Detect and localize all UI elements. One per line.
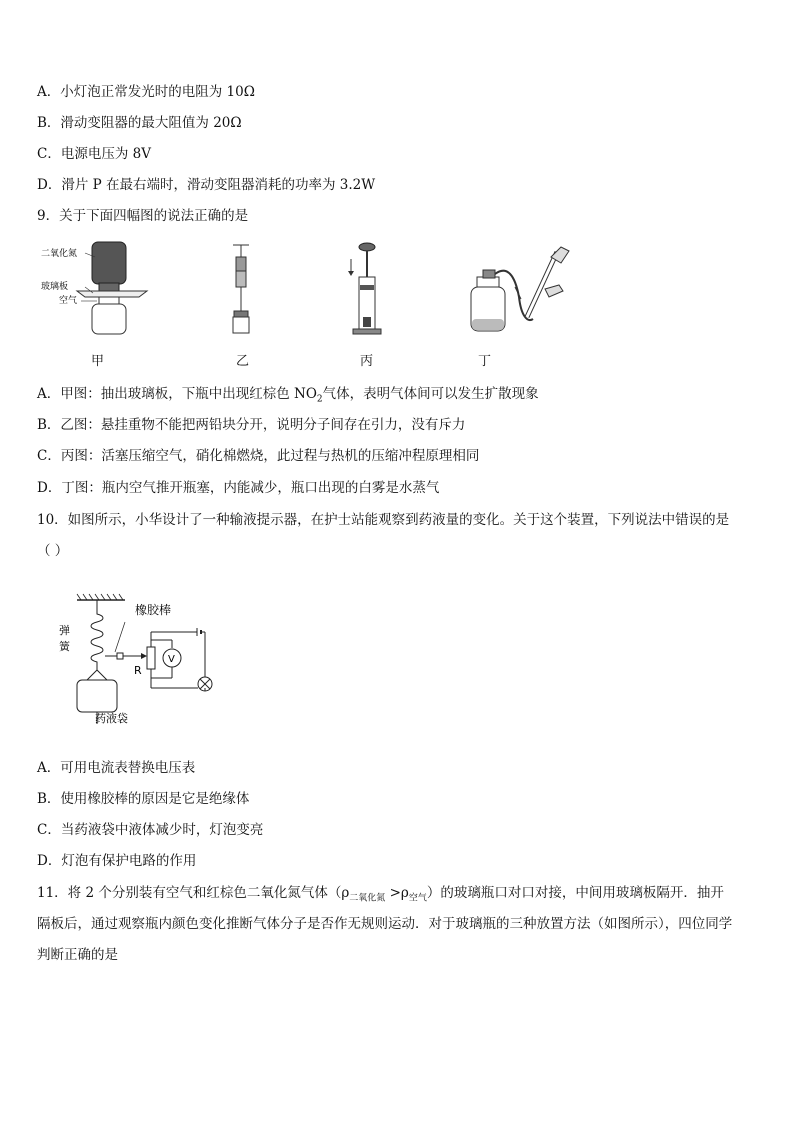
q11-line1-pre: 11．将 2 个分别装有空气和红棕色二氧化氮气体（ρ	[37, 885, 350, 901]
voltmeter-label: V	[168, 654, 175, 665]
q11-line1	[37, 884, 724, 908]
rubber-rod-label: 橡胶棒	[135, 603, 172, 617]
q11-line1-mid: >ρ	[385, 885, 409, 901]
q8-option-d: D．滑片 P 在最右端时，滑动变阻器消耗的功率为 3.2W	[37, 177, 376, 193]
q9-option-c: C．丙图：活塞压缩空气，硝化棉燃烧，此过程与热机的压缩冲程原理相同	[37, 448, 480, 464]
q11-rho2-subscript: 空气	[408, 893, 427, 904]
caption-bing: 丙	[360, 354, 374, 369]
caption-jia: 甲	[91, 354, 105, 369]
q8-option-a: A．小灯泡正常发光时的电阻为 10Ω	[37, 84, 255, 100]
resistor-label: R	[134, 664, 142, 677]
caption-ding: 丁	[478, 354, 492, 369]
q9-option-a	[37, 385, 539, 409]
label-air: 空气	[59, 296, 78, 306]
q8-option-c: C．电源电压为 8V	[37, 146, 151, 162]
bag-label: 药液袋	[95, 712, 128, 725]
q10-option-b: B．使用橡胶棒的原因是它是绝缘体	[37, 791, 250, 807]
figure-bing	[348, 243, 381, 334]
q10-stem-line1: 10．如图所示，小华设计了一种输液提示器，在护士站能观察到药液量的变化。关于这个装置，下列说法中错误的是	[37, 512, 730, 528]
q9-option-d: D．丁图：瓶内空气推开瓶塞，内能减少，瓶口出现的白雾是水蒸气	[37, 480, 440, 496]
figure-yi	[233, 245, 249, 333]
q9-option-a-pre: A．甲图：抽出玻璃板，下瓶中出现红棕色 NO	[37, 386, 317, 402]
caption-yi: 乙	[236, 354, 250, 369]
q10-option-a: A．可用电流表替换电压表	[37, 760, 196, 776]
label-glass: 玻璃板	[41, 282, 69, 292]
label-no2: 二氧化氮	[41, 249, 78, 259]
q10-option-c: C．当药液袋中液体减少时，灯泡变亮	[37, 822, 264, 838]
figure-jia	[41, 242, 147, 334]
q11-line3: 判断正确的是	[37, 947, 118, 963]
q8-option-b: B．滑动变阻器的最大阻值为 20Ω	[37, 115, 242, 131]
q11-rho1-subscript: 二氧化氮	[349, 893, 386, 904]
q10-stem-line2: （ ）	[37, 543, 69, 559]
q10-option-d: D．灯泡有保护电路的作用	[37, 853, 197, 869]
q11-line2: 隔板后，通过观察瓶内颜色变化推断气体分子是否作无规则运动．对于玻璃瓶的三种放置方法（如图所示），四位同学	[37, 916, 733, 932]
q11-line1-post: ）的玻璃瓶口对口对接，中间用玻璃板隔开．抽开	[426, 885, 724, 901]
spring-label-1: 弹	[59, 624, 70, 637]
q9-option-a-post: 气体，表明气体间可以发生扩散现象	[322, 386, 539, 402]
q9-option-a-subscript: 2	[316, 394, 323, 405]
q10-figure	[37, 592, 227, 732]
figure-ding	[471, 247, 569, 331]
spring-label-2: 簧	[59, 640, 70, 653]
q9-figure	[37, 237, 577, 347]
q9-stem: 9．关于下面四幅图的说法正确的是	[37, 208, 249, 224]
q9-option-b: B．乙图：悬挂重物不能把两铅块分开，说明分子间存在引力，没有斥力	[37, 417, 466, 433]
